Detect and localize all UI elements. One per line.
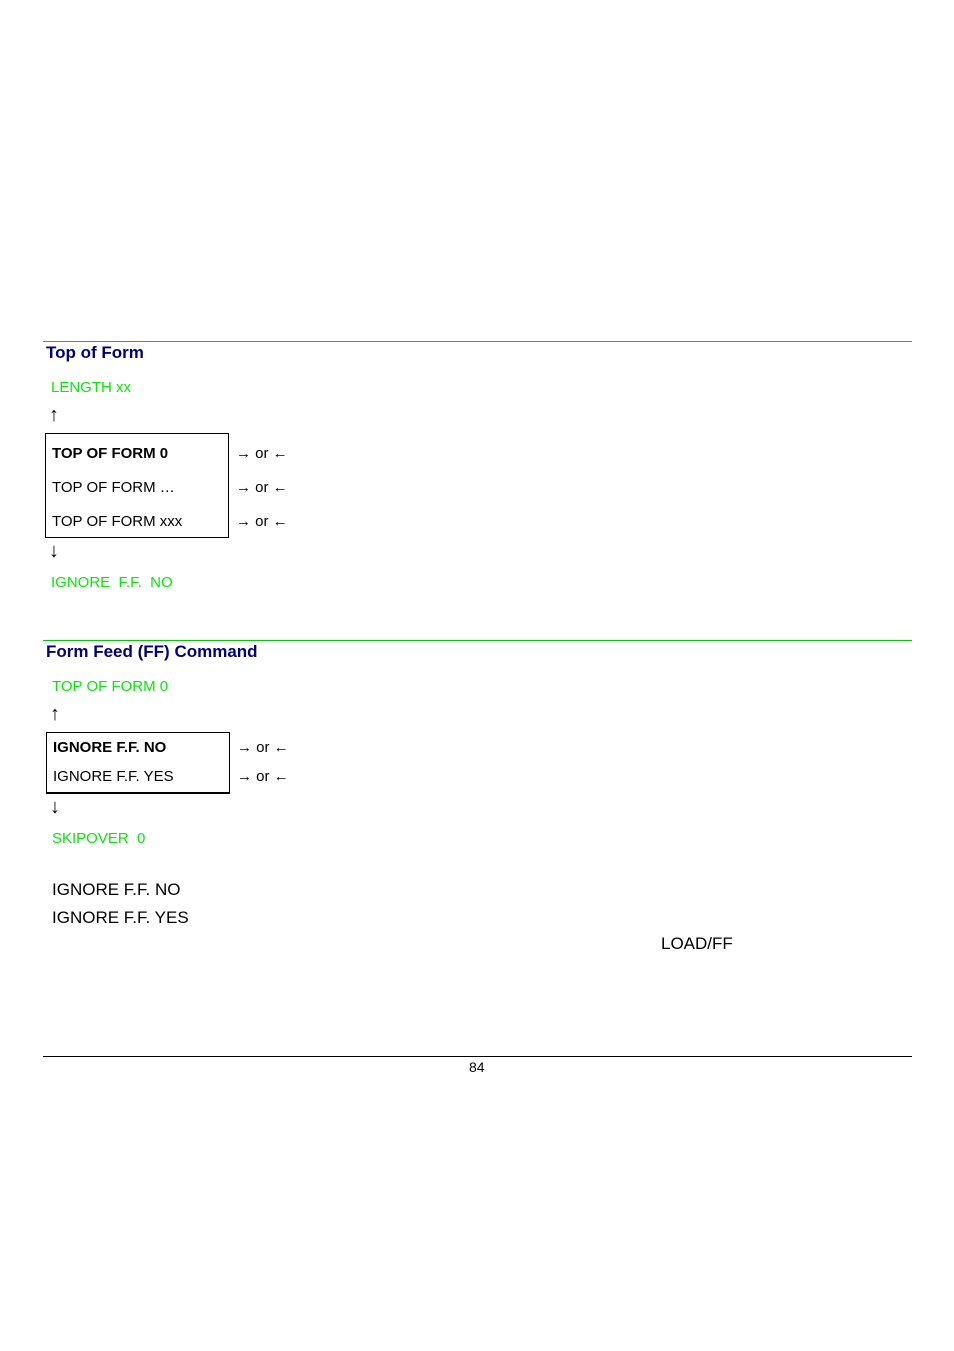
section-divider-form-feed [43, 640, 912, 641]
nav-hint: → or ← [236, 479, 288, 496]
section-title-top-of-form: Top of Form [46, 343, 144, 362]
up-arrow-icon: ↑ [49, 404, 59, 426]
footer-divider [43, 1056, 912, 1057]
previous-menu-item: LENGTH xx [51, 379, 132, 396]
up-arrow-icon: ↑ [50, 703, 60, 725]
nav-hint: → or ← [236, 513, 288, 530]
down-arrow-icon: ↓ [50, 796, 60, 818]
menu-option-selected: IGNORE F.F. NO [53, 739, 167, 756]
menu-option: IGNORE F.F. YES [53, 768, 174, 785]
option-description-no: IGNORE F.F. NO [52, 880, 181, 899]
nav-hint: → or ← [237, 739, 289, 756]
section-title-form-feed: Form Feed (FF) Command [46, 642, 258, 661]
menu-options-box [46, 732, 230, 794]
nav-hint: → or ← [237, 768, 289, 785]
key-name-load-ff: LOAD/FF [661, 934, 733, 953]
down-arrow-icon: ↓ [49, 540, 59, 562]
next-menu-item: IGNORE F.F. NO [51, 574, 173, 591]
menu-option-selected: TOP OF FORM 0 [52, 445, 169, 462]
nav-hint: → or ← [236, 445, 288, 462]
menu-option: TOP OF FORM xxx [52, 513, 183, 530]
section-divider-top-of-form [43, 341, 912, 342]
menu-option: TOP OF FORM … [52, 479, 175, 496]
previous-menu-item: TOP OF FORM 0 [52, 678, 169, 695]
menu-options-box [45, 433, 229, 538]
next-menu-item: SKIPOVER 0 [52, 830, 146, 847]
page-number: 84 [469, 1059, 485, 1075]
option-description-yes: IGNORE F.F. YES [52, 908, 189, 927]
